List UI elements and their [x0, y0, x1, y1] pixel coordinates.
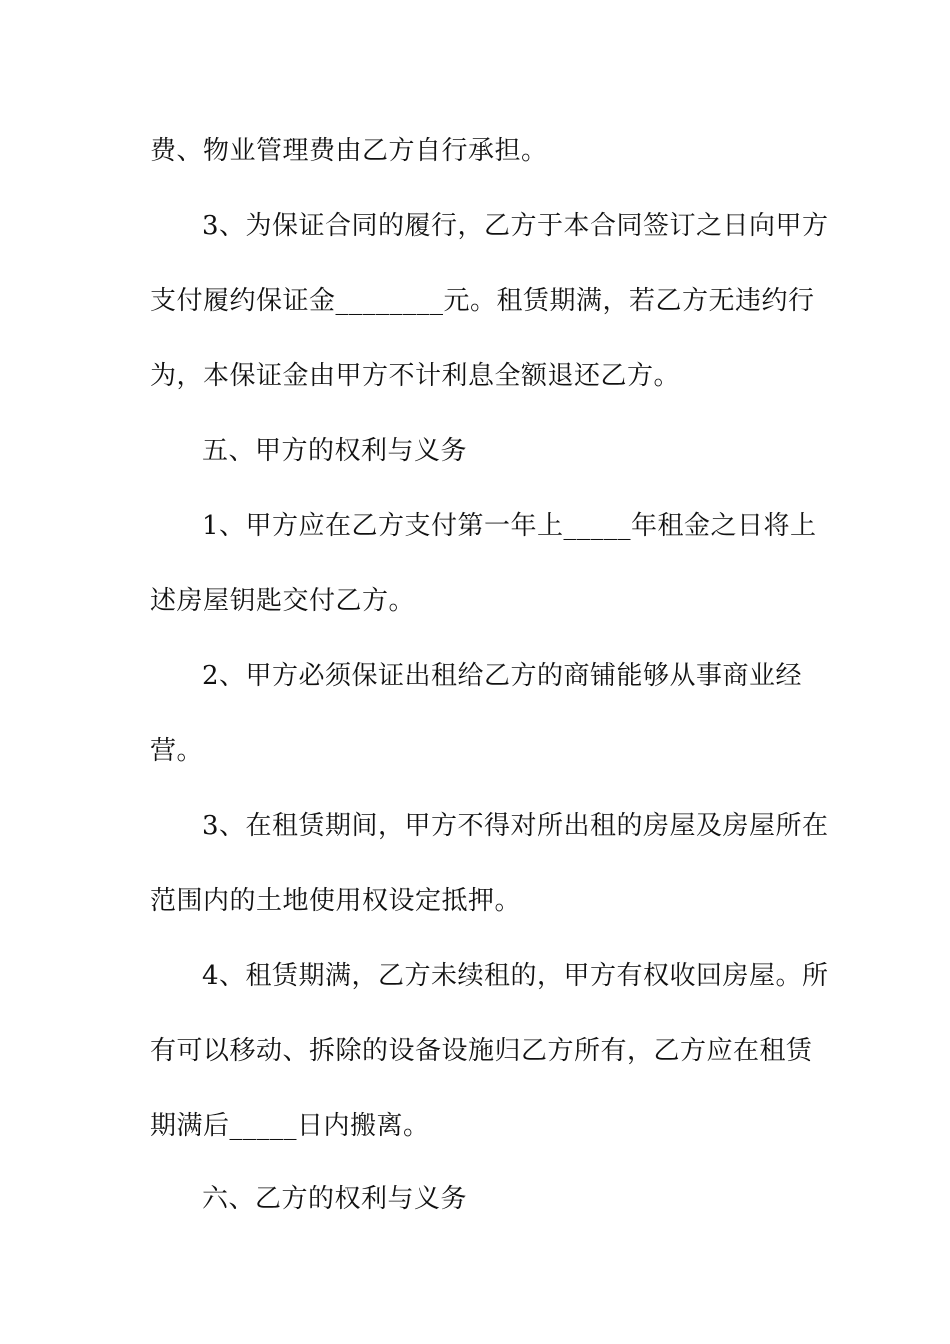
text-line: 3、为保证合同的履行，乙方于本合同签订之日向甲方 — [202, 211, 829, 241]
text-line: 有可以移动、拆除的设备设施归乙方所有，乙方应在租赁 — [150, 1036, 813, 1066]
text-line: 为，本保证金由甲方不计利息全额退还乙方。 — [150, 361, 681, 391]
text-line: 营。 — [150, 736, 204, 766]
text-line: 费、物业管理费由乙方自行承担。 — [150, 136, 548, 166]
text-line: 述房屋钥匙交付乙方。 — [150, 586, 416, 616]
text-line: 支付履约保证金________元。租赁期满，若乙方无违约行 — [150, 286, 815, 316]
text-line: 3、在租赁期间，甲方不得对所出租的房屋及房屋所在 — [202, 811, 829, 841]
text-line: 2、甲方必须保证出租给乙方的商铺能够从事商业经 — [202, 661, 803, 691]
text-line: 期满后_____日内搬离。 — [150, 1111, 430, 1141]
section-heading: 五、甲方的权利与义务 — [202, 436, 468, 466]
text-line: 范围内的土地使用权设定抵押。 — [150, 886, 522, 916]
text-line: 4、租赁期满，乙方未续租的，甲方有权收回房屋。所 — [202, 961, 829, 991]
section-heading: 六、乙方的权利与义务 — [202, 1184, 468, 1214]
text-line: 1、甲方应在乙方支付第一年上_____年租金之日将上 — [202, 511, 817, 541]
